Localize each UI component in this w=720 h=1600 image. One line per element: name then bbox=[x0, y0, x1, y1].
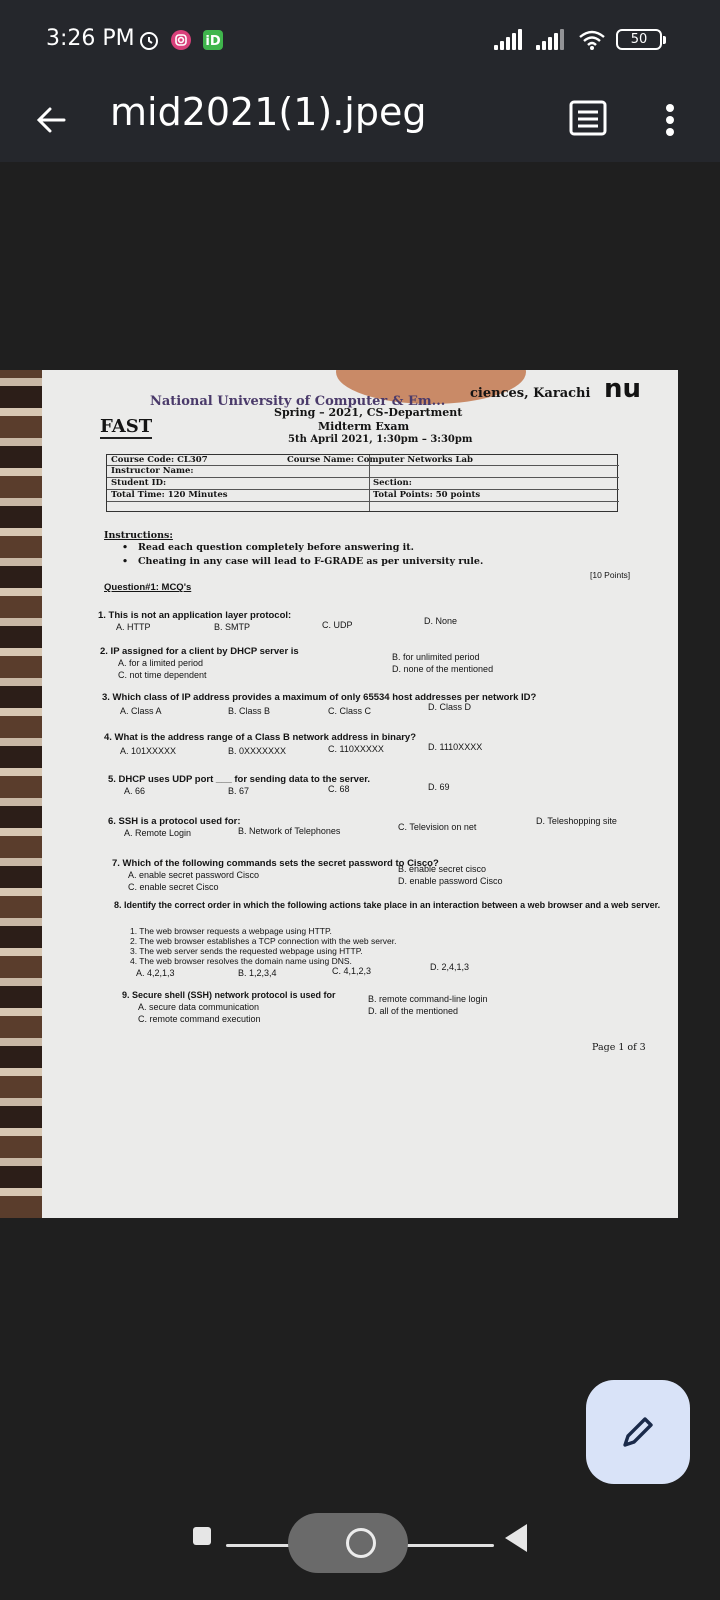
home-icon[interactable] bbox=[346, 1528, 376, 1558]
option: C. not time dependent bbox=[118, 670, 207, 680]
option: D. None bbox=[424, 616, 458, 626]
instruction-item: Cheating in any case will lead to F-GRADE as per university rule. bbox=[138, 556, 484, 567]
instruction-bullet: • bbox=[122, 542, 129, 553]
university-name: National University of Computer & Em... bbox=[150, 394, 446, 409]
order-line: 2. The web browser establishes a TCP connection with the web server. bbox=[130, 936, 397, 946]
signal-icon bbox=[494, 28, 524, 50]
question-heading: Question#1: MCQ's bbox=[104, 582, 192, 593]
option: B. remote command-line login bbox=[368, 994, 488, 1004]
exam-date: 5th April 2021, 1:30pm – 3:30pm bbox=[288, 434, 473, 445]
option: B. for unlimited period bbox=[392, 652, 480, 662]
university-name-tail: ciences, Karachi bbox=[470, 386, 591, 401]
exam-type: Midterm Exam bbox=[318, 420, 410, 433]
course-name: Course Name: Computer Networks Lab bbox=[287, 455, 473, 465]
option: B. 0XXXXXXX bbox=[228, 746, 287, 756]
option: C. 68 bbox=[328, 784, 350, 794]
question-text: 4. What is the address range of a Class B network address in binary? bbox=[104, 732, 417, 743]
back-icon[interactable] bbox=[505, 1524, 527, 1552]
instagram-icon bbox=[170, 29, 192, 51]
question-text: 3. Which class of IP address provides a maximum of only 65534 host addresses per network ID? bbox=[102, 692, 537, 703]
instruction-item: Read each question completely before answering it. bbox=[138, 542, 414, 553]
wifi-icon bbox=[578, 29, 606, 51]
course-code: Course Code: CL307 bbox=[111, 455, 208, 465]
option: A. 4,2,1,3 bbox=[136, 968, 175, 978]
option: D. Class D bbox=[428, 702, 472, 712]
app-notification-icon bbox=[202, 29, 224, 51]
option: B. 1,2,3,4 bbox=[238, 968, 277, 978]
instructor: Instructor Name: bbox=[111, 466, 194, 476]
battery-tip bbox=[663, 36, 666, 44]
instruction-bullet: • bbox=[122, 556, 129, 567]
option: D. 2,4,1,3 bbox=[430, 962, 470, 972]
document-photo[interactable] bbox=[42, 370, 678, 1218]
app-bar bbox=[0, 80, 720, 162]
fast-logo: FAST bbox=[100, 416, 153, 437]
option: C. Television on net bbox=[398, 822, 477, 832]
option: A. Remote Login bbox=[124, 828, 192, 838]
svg-text:iD: iD bbox=[205, 34, 221, 49]
recents-icon[interactable] bbox=[193, 1527, 211, 1545]
question-text: 6. SSH is a protocol used for: bbox=[108, 816, 241, 827]
background-fabric bbox=[0, 370, 42, 1218]
total-points: Total Points: 50 points bbox=[373, 490, 481, 500]
option: D. none of the mentioned bbox=[392, 664, 494, 674]
arrow-left-icon[interactable] bbox=[26, 94, 78, 146]
question-text: 2. IP assigned for a client by DHCP server is bbox=[100, 646, 299, 657]
option: B. SMTP bbox=[214, 622, 251, 632]
option: D. enable password Cisco bbox=[398, 876, 503, 886]
google-lens-icon[interactable] bbox=[562, 92, 614, 144]
option: D. Teleshopping site bbox=[536, 816, 617, 826]
question-text: 5. DHCP uses UDP port ___ for sending data to the server. bbox=[108, 774, 371, 785]
order-line: 4. The web browser resolves the domain name using DNS. bbox=[130, 956, 352, 966]
option: B. Class B bbox=[228, 706, 271, 716]
option: B. Network of Telephones bbox=[238, 826, 341, 836]
file-title: mid2021(1).jpeg bbox=[110, 90, 427, 134]
option: A. Class A bbox=[120, 706, 162, 716]
total-time: Total Time: 120 Minutes bbox=[111, 490, 228, 500]
order-line: 3. The web server sends the requested webpage using HTTP. bbox=[130, 946, 363, 956]
option: C. remote command execution bbox=[138, 1014, 261, 1024]
info-table bbox=[106, 454, 618, 512]
question-text: 1. This is not an application layer protocol: bbox=[98, 610, 292, 621]
option: A. enable secret password Cisco bbox=[128, 870, 260, 880]
alarm-icon bbox=[138, 29, 160, 51]
option: A. HTTP bbox=[116, 622, 151, 632]
battery-icon: 50 bbox=[616, 29, 662, 50]
points: [10 Points] bbox=[590, 570, 631, 580]
option: C. 4,1,2,3 bbox=[332, 966, 372, 976]
option: D. 69 bbox=[428, 782, 450, 792]
signal-icon bbox=[536, 28, 566, 50]
option: B. 67 bbox=[228, 786, 250, 796]
option: A. 101XXXXX bbox=[120, 746, 177, 756]
page-number: Page 1 of 3 bbox=[592, 1042, 646, 1053]
instructions-title: Instructions: bbox=[104, 530, 173, 541]
option: A. 66 bbox=[124, 786, 146, 796]
exam-paper bbox=[42, 370, 678, 1218]
option: D. 1110XXXX bbox=[428, 742, 483, 752]
option: D. all of the mentioned bbox=[368, 1006, 459, 1016]
option: C. enable secret Cisco bbox=[128, 882, 219, 892]
option: B. enable secret cisco bbox=[398, 864, 487, 874]
status-time: 3:26 PM bbox=[46, 26, 135, 51]
option: C. UDP bbox=[322, 620, 353, 630]
student-id: Student ID: bbox=[111, 478, 167, 488]
edit-button[interactable] bbox=[586, 1380, 690, 1484]
more-vert-icon[interactable] bbox=[648, 92, 692, 144]
nu-logo: nu bbox=[604, 374, 642, 404]
option: A. secure data communication bbox=[138, 1002, 260, 1012]
status-bar bbox=[0, 0, 720, 80]
question-text: 7. Which of the following commands sets the secret password to Cisco? bbox=[112, 858, 439, 869]
question-text: 9. Secure shell (SSH) network protocol is used for bbox=[122, 990, 336, 1000]
option: C. 110XXXXX bbox=[328, 744, 384, 754]
option: C. Class C bbox=[328, 706, 372, 716]
question-text: 8. Identify the correct order in which the following actions take place in an interaction between a web browser and a web server. bbox=[114, 900, 661, 910]
order-line: 1. The web browser requests a webpage using HTTP. bbox=[130, 926, 332, 936]
option: A. for a limited period bbox=[118, 658, 204, 668]
semester: Spring – 2021, CS-Department bbox=[274, 406, 463, 419]
section: Section: bbox=[373, 478, 412, 488]
pencil-edit-icon bbox=[616, 1410, 660, 1454]
